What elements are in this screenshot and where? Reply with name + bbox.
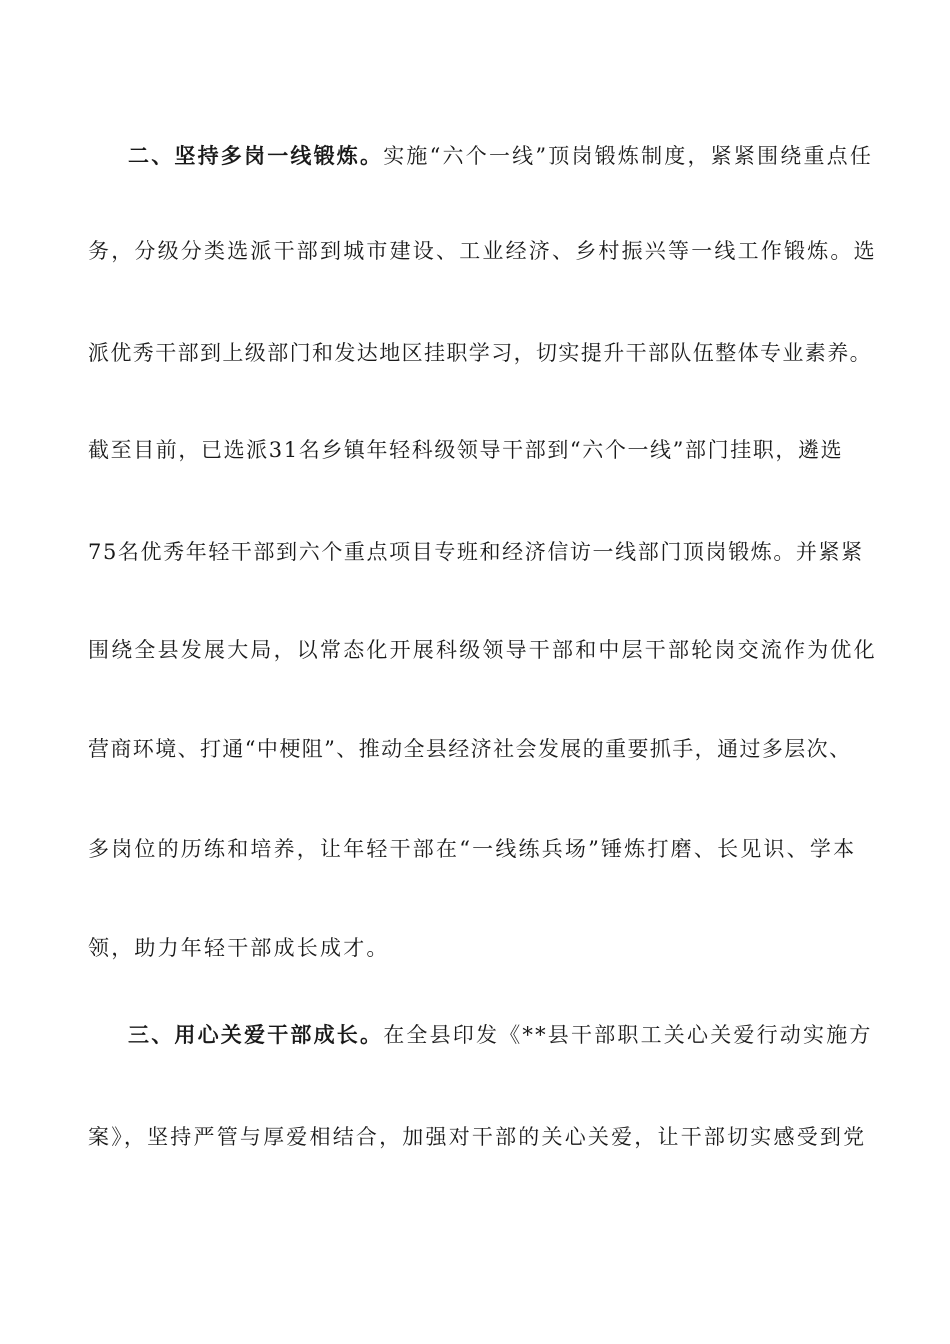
paragraph-line: 75名优秀年轻干部到六个重点项目专班和经济信访一线部门顶岗锻炼。并紧紧 (88, 540, 864, 564)
paragraph-line: 截至目前，已选派31名乡镇年轻科级领导干部到“六个一线”部门挂职，遴选 (88, 438, 844, 462)
paragraph-line: 围绕全县发展大局，以常态化开展科级领导干部和中层干部轮岗交流作为优化 (88, 638, 877, 662)
paragraph-line (128, 1017, 878, 1053)
paragraph-line: 案》，坚持严管与厚爱相结合，加强对干部的关心关爱，让干部切实感受到党 (88, 1125, 867, 1149)
paragraph-line (128, 138, 878, 174)
paragraph-line: 营商环境、打通“中梗阻”、推动全县经济社会发展的重要抓手，通过多层次、 (88, 737, 852, 761)
paragraph-line: 派优秀干部到上级部门和发达地区挂职学习，切实提升干部队伍整体专业素养。 (88, 341, 872, 365)
paragraph-line: 领，助力年轻干部成长成才。 (88, 936, 390, 960)
paragraph-line: 多岗位的历练和培养，让年轻干部在“一线练兵场”锤炼打磨、长见识、学本 (88, 837, 857, 861)
section-heading: 三、用心关爱干部成长。 (128, 1022, 384, 1047)
paragraph-text: 在全县印发《**县干部职工关心关爱行动实施方 (383, 1023, 873, 1047)
paragraph-text: 实施“六个一线”顶岗锻炼制度，紧紧围绕重点任 (383, 144, 874, 168)
section-heading: 二、坚持多岗一线锻炼。 (128, 143, 384, 168)
paragraph-line: 务，分级分类选派干部到城市建设、工业经济、乡村振兴等一线工作锻炼。选 (88, 239, 877, 263)
